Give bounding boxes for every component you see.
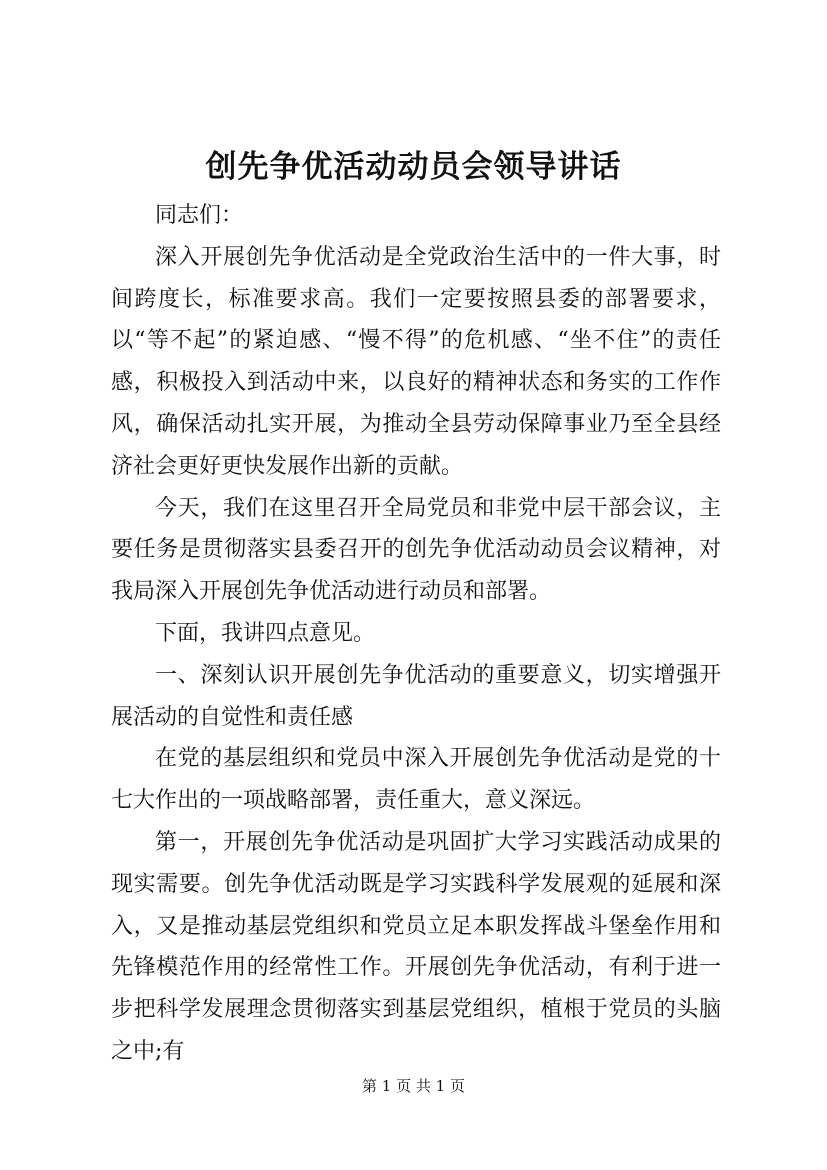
paragraph: 在党的基层组织和党员中深入开展创先争优活动是党的十七大作出的一项战略部署，责任重大，意义深远。 bbox=[111, 746, 721, 814]
page-footer: 第 1 页 共 1 页 bbox=[362, 1077, 465, 1095]
paragraph: 今天，我们在这里召开全局党员和非党中层干部会议，主要任务是贯彻落实县委召开的创先争优活动动员会议精神，对我局深入开展创先争优活动进行动员和部署。 bbox=[111, 495, 721, 605]
paragraph: 深入开展创先争优活动是全党政治生活中的一件大事，时间跨度长，标准要求高。我们一定要按照县委的部署要求，以“等不起”的紧迫感、“慢不得”的危机感、“坐不住”的责任感，积极投入到活动中来，以良好的精神状态和务实的工作作风，确保活动扎实开展，为推动全县劳动保障事业乃至全县经济社会更好更快发展作出新的贡献。 bbox=[111, 244, 721, 479]
paragraph: 第一，开展创先争优活动是巩固扩大学习实践活动成果的现实需要。创先争优活动既是学习实践科学发展观的延展和深入，又是推动基层党组织和党员立足本职发挥战斗堡垒作用和先锋模范作用的经常性工作。开展创先争优活动，有利于进一步把科学发展理念贯彻落实到基层党组织，植根于党员的头脑之中;有 bbox=[111, 829, 721, 1064]
paragraph: 下面，我讲四点意见。 bbox=[155, 620, 376, 646]
document-body bbox=[111, 195, 721, 1073]
document-title: 创先争优活动动员会领导讲话 bbox=[205, 149, 622, 185]
section-heading: 一、深刻认识开展创先争优活动的重要意义，切实增强开展活动的自觉性和责任感 bbox=[111, 662, 721, 730]
paragraph-salutation: 同志们： bbox=[155, 203, 244, 228]
